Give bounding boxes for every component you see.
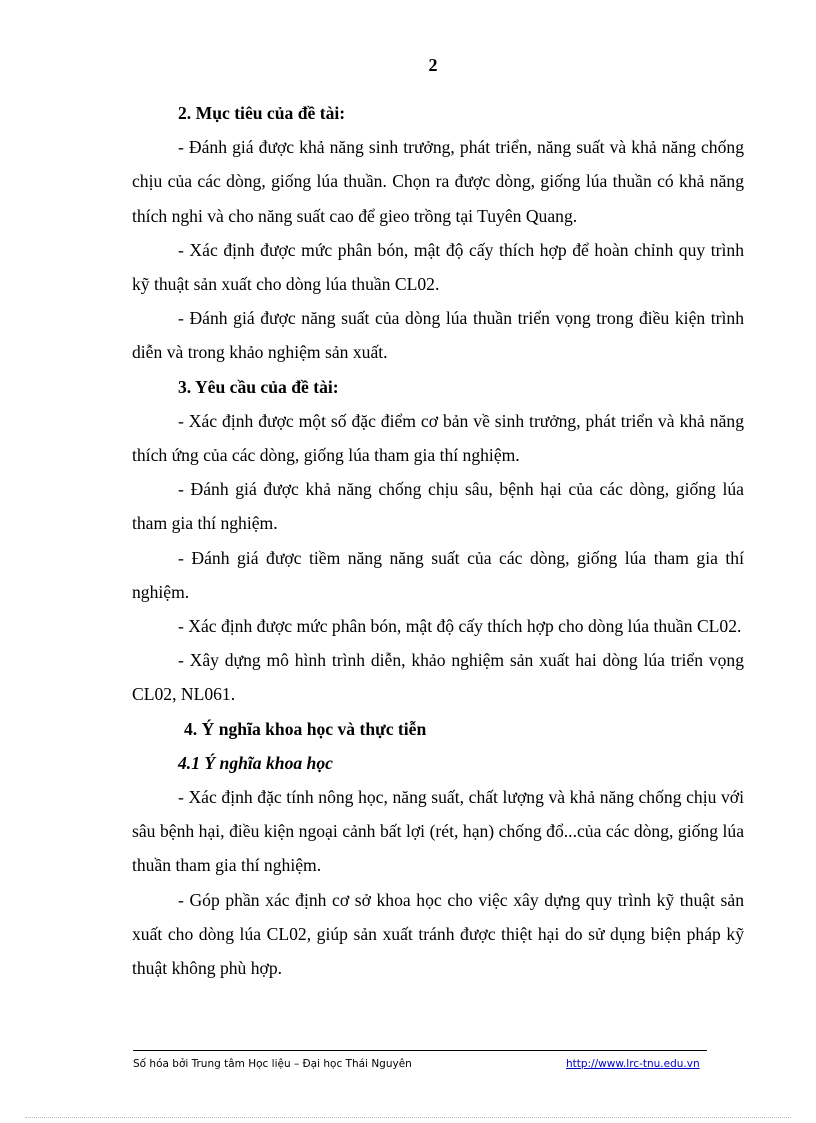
paragraph: - Đánh giá được khả năng chống chịu sâu, bệnh hại của các dòng, giống lúa tham gia thí nghiệm.: [132, 479, 744, 534]
paragraph: - Xác định đặc tính nông học, năng suất, chất lượng và khả năng chống chịu với sâu bệnh hại, điều kiện ngoại cảnh bất lợi (rét, hạn) chống đổ...của các dòng, giống lúa thuần tham gia thí nghiệm.: [132, 787, 744, 876]
body-text: [132, 96, 744, 985]
paragraph: - Đánh giá được khả năng sinh trưởng, phát triển, năng suất và khả năng chống chịu của các dòng, giống lúa thuần. Chọn ra được dòng, giống lúa thuần có khả năng thích nghi và cho năng suất cao để gieo trồng tại Tuyên Quang.: [132, 137, 744, 226]
paragraph: - Xây dựng mô hình trình diễn, khảo nghiệm sản xuất hai dòng lúa triển vọng CL02, NL061.: [132, 650, 744, 705]
page-edge-divider: [25, 1117, 791, 1118]
section-heading-meaning: 4. Ý nghĩa khoa học và thực tiễn: [184, 718, 427, 739]
paragraph: - Xác định được mức phân bón, mật độ cấy thích hợp để hoàn chỉnh quy trình kỹ thuật sản xuất cho dòng lúa thuần CL02.: [132, 239, 744, 295]
footer-link[interactable]: http://www.lrc-tnu.edu.vn: [566, 1058, 700, 1070]
paragraph: - Đánh giá được tiềm năng năng suất của các dòng, giống lúa tham gia thí nghiệm.: [132, 547, 744, 602]
footer-credit: Số hóa bởi Trung tâm Học liệu – Đại học Thái Nguyên: [133, 1058, 412, 1070]
section-heading-goals: 2. Mục tiêu của đề tài:: [178, 103, 346, 123]
section-heading-requirements: 3. Yêu cầu của đề tài:: [178, 376, 339, 397]
paragraph: - Xác định được mức phân bón, mật độ cấy thích hợp cho dòng lúa thuần CL02.: [178, 616, 742, 637]
subsection-heading-science: 4.1 Ý nghĩa khoa học: [178, 752, 333, 773]
footer-divider: [133, 1050, 707, 1051]
paragraph: - Góp phần xác định cơ sở khoa học cho việc xây dựng quy trình kỹ thuật sản xuất cho dòng lúa CL02, giúp sản xuất tránh được thiệt hại do sử dụng biện pháp kỹ thuật không phù hợp.: [132, 889, 744, 979]
paragraph: - Xác định được một số đặc điểm cơ bản về sinh trưởng, phát triển và khả năng thích ứng của các dòng, giống lúa tham gia thí nghiệm.: [132, 410, 744, 466]
page-number: 2: [428, 55, 438, 75]
paragraph: - Đánh giá được năng suất của dòng lúa thuần triển vọng trong điều kiện trình diễn và trong khảo nghiệm sản xuất.: [132, 308, 744, 363]
